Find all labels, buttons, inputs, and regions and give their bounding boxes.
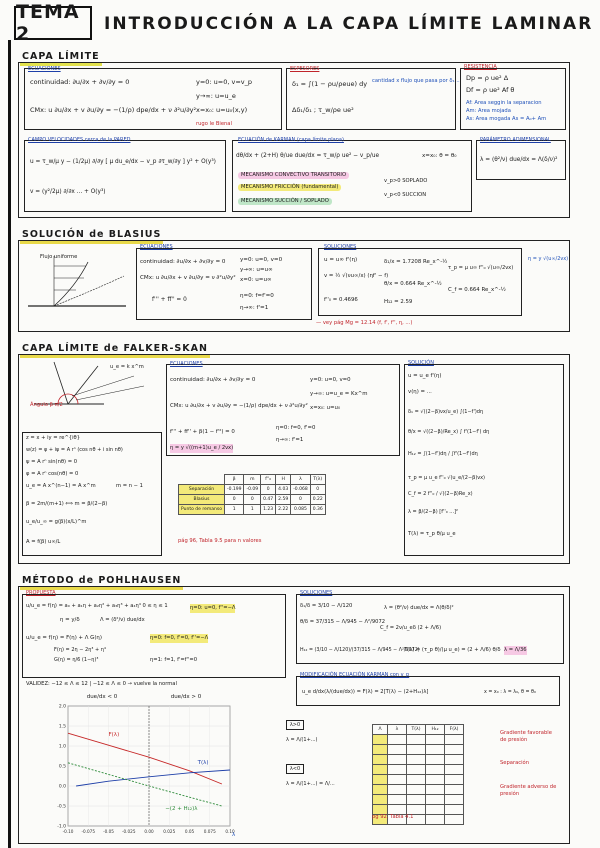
pohl-p2b: Λ = (δ²/ν) due/dx — [100, 617, 145, 623]
chart-series-label: −(2 + H₁₂)λ — [165, 806, 198, 812]
row-name: Separación — [179, 485, 225, 495]
th-h: H — [276, 475, 291, 485]
table-row — [179, 495, 326, 505]
mod-karman-eq: u_e d/dx(λ/(due/dx)) = F(λ) = 2[T(λ) − (2+H₁₂)λ] — [302, 689, 429, 695]
pohl-p1: u/u_e = f(η) = a₀ + a₁η + a₂η² + a₃η³ + a₄η⁴ 0 ≤ η ≤ 1 — [26, 603, 168, 609]
chart-header — [60, 694, 228, 700]
bc-inlet: x=x₀: u=u₀(x,y) — [196, 106, 248, 114]
cell: 0.22 — [310, 495, 325, 505]
karman-label: ECUACIÓN de KARMAN (capa límite plana) — [238, 137, 344, 143]
falkner-s6: τ_p = μ u_e f''₀ √(u_e/(2−β)νx) — [408, 475, 485, 481]
blasius-ode: f''' + ff'' = 0 — [152, 297, 187, 303]
th-beta: β — [224, 475, 244, 485]
campo-v: v = (y²/2μ) ∂/∂x ... + O(y³) — [30, 189, 106, 195]
falkner-bc1: y=0: u=0, v=0 — [310, 377, 351, 383]
note-favorable: Gradiente favorable de presión — [500, 730, 552, 743]
margin-rule — [8, 40, 11, 848]
falkner-obc1: η=0: f=0, f'=0 — [276, 425, 316, 431]
th-lambda: λ — [388, 725, 407, 735]
th-lambda: λ — [291, 475, 311, 485]
page-title: INTRODUCCIÓN A LA CAPA LÍMITE LAMINAR — [104, 14, 594, 34]
falkner-eta: η = y √((m+1)u_e / 2νx) — [170, 445, 234, 451]
falkner-s3: δ₁ = √((2−β)νx/u_e) ∫(1−f')dη — [408, 409, 484, 415]
cell: 0 — [224, 495, 244, 505]
pohl-table-foot: pg 92, Tabla 4.1 — [372, 814, 414, 820]
chart-head-right: due/dx > 0 — [170, 694, 202, 700]
chart-x-tick-label: 0.05 — [184, 829, 195, 834]
stream-1 — [72, 376, 134, 396]
campo-box — [24, 140, 226, 212]
blasius-s4: θ/x = 0.664 Re_x^-½ — [384, 281, 442, 287]
table-row — [373, 805, 464, 815]
table-row — [373, 785, 464, 795]
pohlhausen-chart — [52, 702, 236, 838]
blasius-bc2: y→∞: u=u∞ — [240, 267, 273, 273]
res-dp: Dp = ρ ue² Δ — [466, 74, 509, 82]
chart-y-tick-label: 1.5 — [58, 724, 66, 730]
pohl-p2: η = y/δ — [60, 617, 80, 623]
chart-y-tick-label: -1.0 — [57, 824, 66, 830]
lambda-pos-box — [286, 720, 304, 730]
espesores-note: cantidad x flujo que pasa por δ₁ ... — [372, 78, 462, 84]
blasius-obc1: η=0: f=f'=0 — [240, 293, 274, 299]
left-psi: ψ = A rⁿ sin(nθ) = 0 — [26, 459, 77, 465]
lambda-pos-eq: λ = Λ/(1+...) — [286, 737, 318, 743]
falkner-s2: v(η) = ... — [408, 389, 432, 395]
espesores-eq: δ₁ = ∫(1 − ρu/ρeue) dy — [292, 80, 368, 88]
left-beta: β = 2m/(m+1) ⟺ m = β/(2−β) — [26, 501, 108, 507]
succion-note: v_p<0 SUCCION — [384, 192, 427, 198]
blasius-cmx: CMx: u ∂u/∂x + v ∂u/∂y = ν ∂²u/∂y² — [140, 275, 236, 281]
falkner-s9: T(λ) = τ_p θ/μ u_e — [408, 531, 456, 537]
cell: 0 — [261, 485, 276, 495]
table-row — [373, 745, 464, 755]
res-am: Am: Area mojada — [466, 108, 511, 114]
karman-bc: x=x₀: θ = θ₀ — [422, 153, 457, 159]
section-pohlhausen: MÉTODO de POHLHAUSEN — [20, 576, 183, 590]
blasius-s3: δ₁/x = 1.7208 Re_x^-½ — [384, 259, 448, 265]
blasius-bc3: x=0: u=u∞ — [240, 277, 272, 283]
falkner-bc2: y→∞: u=u_e = Kx^m — [310, 391, 368, 397]
wedge-left — [54, 362, 68, 404]
blasius-obc2: η→∞: f'=1 — [240, 305, 269, 311]
blasius-fig-label: Flujo uniforme — [40, 254, 78, 260]
blasius-eta: η = y √(u∞/2νx) — [528, 256, 569, 262]
chart-series-label: F(λ) — [108, 732, 120, 738]
th-F: F(λ) — [445, 725, 464, 735]
blasius-cont: continuidad: ∂u/∂x + ∂v/∂y = 0 — [140, 259, 226, 265]
cell: 2.59 — [276, 495, 291, 505]
resistencia-label: RESISTENCIA — [464, 64, 497, 70]
chart-x-tick-label: 0.025 — [163, 829, 176, 834]
chart-y-tick-label: 2.0 — [58, 704, 66, 710]
falkner-s7: C_f = 2 f''₀ / √((2−β)Re_x) — [408, 491, 473, 497]
blasius-bc1: y=0: u=0, v=0 — [240, 257, 283, 263]
stream-2 — [76, 386, 144, 400]
chart-x-tick-label: -0.05 — [103, 829, 114, 834]
chart-series-label: T(λ) — [197, 760, 209, 766]
table-row — [179, 475, 326, 485]
boundary-layer-edge — [54, 276, 124, 306]
espesores-label: ESPESORES — [290, 66, 320, 72]
angle-label: Ángulo β·π/2 — [30, 402, 63, 408]
chart-x-tick-label: -0.075 — [81, 829, 95, 834]
row-name: Blasius — [179, 495, 225, 505]
mod-karman-bc: x = x₀ : λ = λ₀, θ = θ₀ — [484, 690, 536, 695]
cell: 0 — [291, 495, 311, 505]
pohl-p3b: G(η) = η/6 (1−η)³ — [54, 657, 99, 663]
falkner-s4: θ/x = √((2−β)/Re_x) ∫ f'(1−f') dη — [408, 429, 490, 435]
res-af: Af: Area seggin la separacion — [466, 100, 542, 106]
blasius-s7: τ_p = μ u∞ f''₀ √(u∞/2νx) — [448, 265, 514, 271]
cell: -0.199 — [224, 485, 244, 495]
pohl-q2: θ/δ = 37/315 − Λ/945 − Λ²/9072 — [300, 619, 386, 625]
left-A: A = f(β) u∞/L — [26, 539, 61, 545]
falkner-s1: u = u_e f'(η) — [408, 373, 442, 379]
left-w: w(z) = φ + iψ = A rⁿ (cos nθ + i sin nθ) — [26, 447, 123, 453]
falkner-ode: f''' + ff'' + β(1 − f'²) = 0 — [170, 429, 235, 435]
chart-x-tick-label: -0.025 — [122, 829, 136, 834]
table-row — [373, 765, 464, 775]
pohl-q3: C_f = 2ν/u_eδ (2 + Λ/6) — [380, 625, 442, 631]
blasius-ecuaciones-label: ECUACIONES — [140, 244, 173, 250]
cell: 0.36 — [310, 505, 325, 515]
table-row — [179, 485, 326, 495]
lambda-neg-box — [286, 764, 304, 774]
cell: 1 — [244, 505, 261, 515]
chart-x-axis-label: λ — [232, 832, 236, 838]
cell: 0 — [244, 495, 261, 505]
left-phi: φ = A rⁿ cos(nθ) = 0 — [26, 471, 79, 477]
falkner-cont: continuidad: ∂u/∂x + ∂v/∂y = 0 — [170, 377, 256, 383]
cell: 1 — [224, 505, 244, 515]
cell: 2.22 — [276, 505, 291, 515]
tema-box — [14, 1, 92, 45]
mod-karman-label: MODIFICACIÓN ECUACIÓN KARMAN con v_p — [300, 672, 410, 678]
lambda-neg-label: λ<0 — [289, 766, 301, 772]
th-Lambda: Λ — [373, 725, 388, 735]
cell: -0.09 — [244, 485, 261, 495]
espesores-eq2: Δδ₁/δ₁ ; τ_w/ρe ue² — [292, 106, 354, 114]
pohl-table — [372, 724, 464, 825]
pohl-q5: λ = (θ²/ν) due/dx = Λ(θ/δ)² — [384, 605, 454, 611]
wedge-right — [68, 366, 98, 404]
falkner-sol-label: SOLUCIÓN — [408, 360, 434, 366]
pohl-q4: H₁₂ = (3/10 − Λ/120)/(37/315 − Λ/945 − Λ²/9072) — [300, 648, 420, 653]
blasius-s6: H₁₂ = 2.59 — [384, 299, 413, 305]
res-df: Df = ρ ue² Af θ — [466, 86, 515, 94]
pohl-p3a: F(η) = 2η − 2η³ + η⁴ — [54, 647, 106, 653]
chart-series-line — [68, 733, 222, 784]
note-separacion: Separación — [500, 760, 530, 766]
propuesta-label: PROPUESTA — [26, 590, 56, 596]
mecanismo-convectivo: MECANISMO CONVECTIVO TRANSITORIO — [238, 172, 349, 179]
soplado-note: v_p>0 SOPLADO — [384, 178, 428, 184]
pohl-p3bc2: η=1: f=1, f'=f''=0 — [150, 657, 198, 663]
chart-x-tick-label: 0.075 — [203, 829, 216, 834]
table-row — [373, 735, 464, 745]
pohl-p1bc: η=0: u=0, f''=−Λ — [190, 605, 236, 611]
cell: 4.03 — [276, 485, 291, 495]
chart-series-line — [68, 763, 222, 806]
mecanismo-succion: MECANISMO SUCCIÓN / SOPLADO — [238, 198, 332, 205]
ecuaciones-label: ECUACIONES — [28, 66, 61, 72]
left-ratio: u_e/u_∞ = g(β)(x/L)^m — [26, 519, 87, 525]
falkner-bc3: x=x₀: u=u₀ — [310, 405, 341, 411]
karman-eq: dθ/dx + (2+H) θ/ue due/dx = τ_w/ρ ue² − v_p/ue — [236, 153, 380, 159]
section-capa-limite: CAPA LÍMITE — [20, 52, 102, 66]
lambda-pos-label: λ>0 — [289, 722, 301, 728]
eq-continuidad: continuidad: ∂u/∂x + ∂v/∂y = 0 — [30, 78, 130, 86]
blasius-s1: u = u∞ f'(η) — [324, 257, 358, 263]
chart-x-tick-label: 0.10 — [225, 829, 235, 834]
table-row — [179, 505, 326, 515]
pohl-q7: λ = Λ/36 — [504, 647, 527, 653]
cell: 0.47 — [261, 495, 276, 505]
cell: 0 — [310, 485, 325, 495]
bc-infinity: y→∞: u=u_e — [196, 92, 236, 100]
th-H: H₁₂ — [426, 725, 445, 735]
cell: 0.085 — [291, 505, 311, 515]
th-T: T(λ) — [407, 725, 426, 735]
left-m: m = n − 1 — [116, 483, 143, 489]
table-row — [373, 725, 464, 735]
th-t: T(λ) — [310, 475, 325, 485]
blasius-s2: v = ½ √(νu∞/x) (ηf' − f) — [324, 273, 389, 279]
parametro-label: PARÁMETRO ADIMENSIONAL — [480, 137, 551, 143]
blasius-sol-label: SOLUCIONES — [324, 244, 357, 250]
chart-x-tick-label: 0.00 — [144, 829, 154, 834]
falkner-s5: H₁₂ = ∫(1−f')dη / ∫f'(1−f')dη — [408, 451, 478, 457]
chart-y-tick-label: 1.0 — [58, 744, 66, 750]
row-name: Punto de remanso — [179, 505, 225, 515]
lambda-neg-eq: λ = Λ/(1+...) = Λ/... — [286, 781, 335, 787]
chart-y-tick-label: 0.0 — [58, 784, 66, 790]
note-adverso: Gradiente adverso de presión — [500, 784, 557, 797]
campo-label: CAMPO VELOCIDADES cerca de la PARED — [28, 137, 131, 143]
left-ue: u_e = A x^(n−1) = A x^m — [26, 483, 96, 489]
th-m: m — [244, 475, 261, 485]
pohl-sol-label: SOLUCIONES — [300, 590, 333, 596]
pohl-p3: u/u_e = f(η) = F(η) + Λ G(η) — [26, 635, 102, 641]
mecanismo-friccion: MECANISMO FRICCIÓN (fundamental) — [238, 184, 341, 191]
chart-x-tick-label: -0.10 — [62, 829, 74, 834]
tema-label: TEMA 2 — [16, 1, 80, 45]
res-as: As: Area mogada As = A₀+ Am — [466, 116, 547, 122]
falkner-table-foot: pág 96, Tabla 9.5 para n valores — [178, 538, 262, 544]
table-row — [373, 775, 464, 785]
th-f: f''₀ — [261, 475, 276, 485]
campo-u: u = τ_w/μ y − (1/2μ) ∂/∂y [ μ du_e/dx − v_p ∂τ_w/∂y ] y² + O(y³) — [30, 159, 216, 165]
chart-y-tick-label: 0.5 — [58, 764, 66, 770]
section-falkner: CAPA LÍMITE de FALKER-SKAN — [20, 344, 210, 358]
chart-y-tick-label: -0.5 — [57, 804, 66, 810]
cell: 1.23 — [261, 505, 276, 515]
m-eq: u_e = k x^m — [110, 364, 144, 370]
blasius-foot: — vey pág Mg = 12.14 (f, f', f'', η, ...) — [316, 320, 413, 326]
falkner-ecuaciones-label: ECUACIONES — [170, 361, 203, 367]
falkner-cmx: CMx: u ∂u/∂x + v ∂u/∂y = −(1/ρ) dpe/dx + ν ∂²u/∂y² — [170, 403, 308, 409]
pohl-validez: VALIDEZ: −12 ≤ Λ ≤ 12 | −12 ≤ Λ ≤ 0 → vuelve la normal — [26, 681, 177, 687]
falkner-table — [178, 474, 326, 515]
table-row — [373, 755, 464, 765]
pohl-q1: δ₁/δ = 3/10 − Λ/120 — [300, 603, 353, 609]
falkner-s8: λ = β/(2−β) [f''₀ ...]² — [408, 509, 459, 515]
bc-note: rugo le Bienal — [196, 121, 232, 127]
chart-head-left: due/dx < 0 — [86, 694, 118, 700]
parametro-eq: λ = (θ²/ν) due/dx = Λ(δ/ν)² — [480, 157, 558, 163]
blasius-s5: f''₀ = 0.4696 — [324, 297, 358, 303]
bc-wall: y=0: u=0, v=v_p — [196, 78, 253, 86]
pohl-p3bc1: η=0: f=0, f'=0, f''=−Λ — [150, 635, 209, 641]
falkner-obc2: η→∞: f'=1 — [276, 437, 304, 443]
table-row — [373, 795, 464, 805]
section-blasius: SOLUCIÓN de BLASIUS — [20, 230, 163, 244]
cell: -0.068 — [291, 485, 311, 495]
pohl-q6: T(λ) = (τ_p θ)/(μ u_e) = (2 + Λ/6) θ/δ — [404, 647, 501, 653]
blasius-s8: C_f = 0.664 Re_x^-½ — [448, 287, 506, 293]
left-z: z = x + iy = re^{iθ} — [26, 435, 81, 441]
eq-cmx: CMx: u ∂u/∂x + v ∂u/∂y = −(1/ρ) dpe/dx + ν ∂²u/∂y² — [30, 106, 197, 114]
